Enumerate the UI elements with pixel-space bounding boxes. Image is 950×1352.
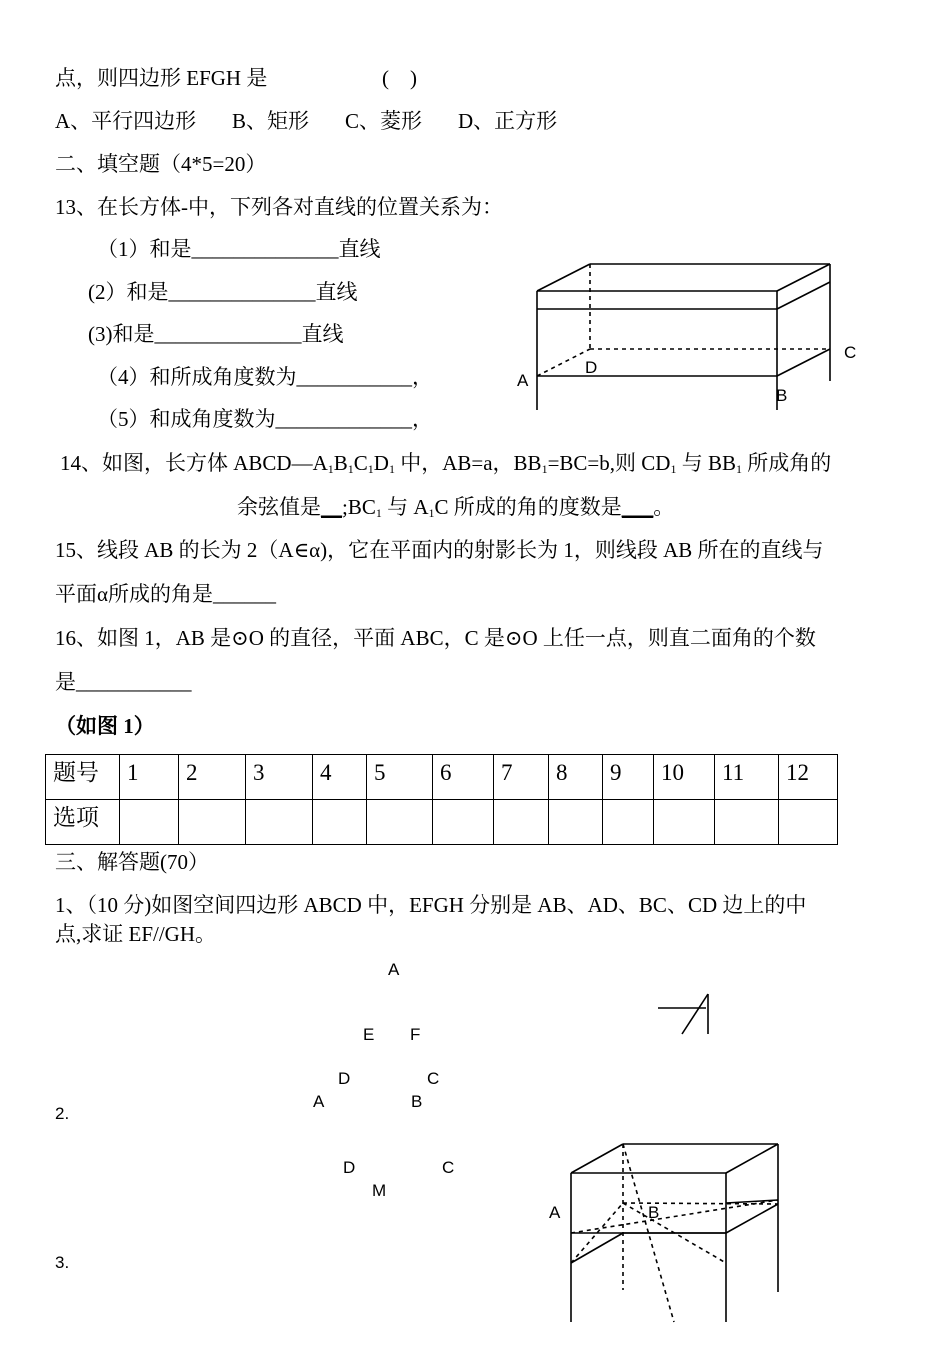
q15-line2: 平面α所成的角是______	[55, 582, 277, 606]
p2-label-m: M	[372, 1181, 387, 1200]
q12-option-b: B、矩形	[232, 109, 310, 133]
table-cell-number: 1	[120, 755, 179, 800]
q15-line1: 15、线段 AB 的长为 2（A∈α)，它在平面内的射影长为 1，则线段 AB 所在的直线与	[55, 538, 824, 562]
table-cell-number: 3	[246, 755, 313, 800]
p1-label-d: D	[338, 1069, 351, 1088]
q12-option-d: D、正方形	[458, 109, 558, 133]
p1-label-f: F	[410, 1025, 421, 1044]
table-header-number: 题号	[46, 755, 120, 800]
p1-label-c: C	[427, 1069, 440, 1088]
p1-label-b2: B	[411, 1092, 423, 1111]
p1-line1: 1、（10 分)如图空间四边形 ABCD 中，EFGH 分别是 AB、AD、BC、CD 边上的中	[55, 893, 807, 917]
table-cell-number: 5	[367, 755, 433, 800]
q12-tail-text: 点，则四边形 EFGH 是	[55, 66, 268, 90]
table-cell-number: 2	[179, 755, 246, 800]
q14-blank-1: __	[321, 495, 342, 519]
q13-item-5: （5）和成角度数为_____________，	[97, 407, 433, 431]
p2-number: 2.	[55, 1104, 70, 1123]
table-cell-number: 9	[603, 755, 654, 800]
table-header-option: 选项	[46, 800, 120, 845]
p3-label-b: B	[648, 1203, 660, 1222]
p3-label-a: A	[549, 1203, 561, 1222]
q13-label-d: D	[585, 358, 598, 377]
q12-option-c: C、菱形	[345, 109, 423, 133]
table-cell-number: 12	[779, 755, 838, 800]
section2-title: 二、填空题（4*5=20）	[55, 152, 267, 176]
box-figure-p3	[571, 1144, 778, 1322]
q14-line1: 14、如图，长方体 $ABCD—A_1B_1C_1D_1$ 中，AB=a，$BB_1=BC=b$,则 $CD_1$ 与 $BB_1$ 所成角的	[60, 451, 832, 476]
q13-label-a: A	[517, 371, 529, 390]
sketch-figure-p1	[658, 994, 708, 1034]
q13-stem: 13、在长方体-中，下列各对直线的位置关系为：	[55, 195, 503, 219]
p1-label-a2: A	[313, 1092, 325, 1111]
q12-option-a: A、平行四边形	[55, 109, 197, 133]
table-cell-number: 4	[313, 755, 367, 800]
q14-blank-2: ___	[621, 495, 654, 519]
table-cell-number: 8	[549, 755, 603, 800]
section3-title: 三、解答题(70）	[55, 850, 209, 874]
q13-item-3: (3)和是______________直线	[88, 322, 344, 346]
q13-label-c: C	[844, 343, 857, 362]
table-cell-number: 6	[433, 755, 494, 800]
p1-label-e: E	[363, 1025, 375, 1044]
q13-item-2: (2）和是______________直线	[88, 280, 358, 304]
q12-answer-paren: ( )	[382, 66, 417, 90]
q16-line2: 是___________	[55, 670, 192, 694]
p1-line2: 点,求证 EF//GH。	[55, 922, 217, 946]
q13-item-1: （1）和是______________直线	[97, 237, 381, 261]
p2-label-c: C	[442, 1158, 455, 1177]
table-cell-number: 10	[654, 755, 715, 800]
q16-figure-caption: （如图 1）	[55, 714, 155, 738]
q16-line1: 16、如图 1，AB 是⊙O 的直径，平面 ABC，C 是⊙O 上任一点，则直二面角的个数	[55, 626, 816, 650]
table-cell-number: 11	[715, 755, 779, 800]
p3-number: 3.	[55, 1253, 70, 1272]
q14-line2: 余弦值是$\_\_;BC_1$ 与 $A_1C$ 所成的角的度数是___。	[237, 495, 675, 520]
p2-label-d: D	[343, 1158, 356, 1177]
p1-label-a: A	[388, 960, 400, 979]
q13-label-b: B	[776, 386, 788, 405]
p1-ef-label-clip	[360, 1025, 430, 1044]
q13-item-4: （4）和所成角度数为___________，	[97, 365, 433, 389]
table-cell-number: 7	[494, 755, 549, 800]
